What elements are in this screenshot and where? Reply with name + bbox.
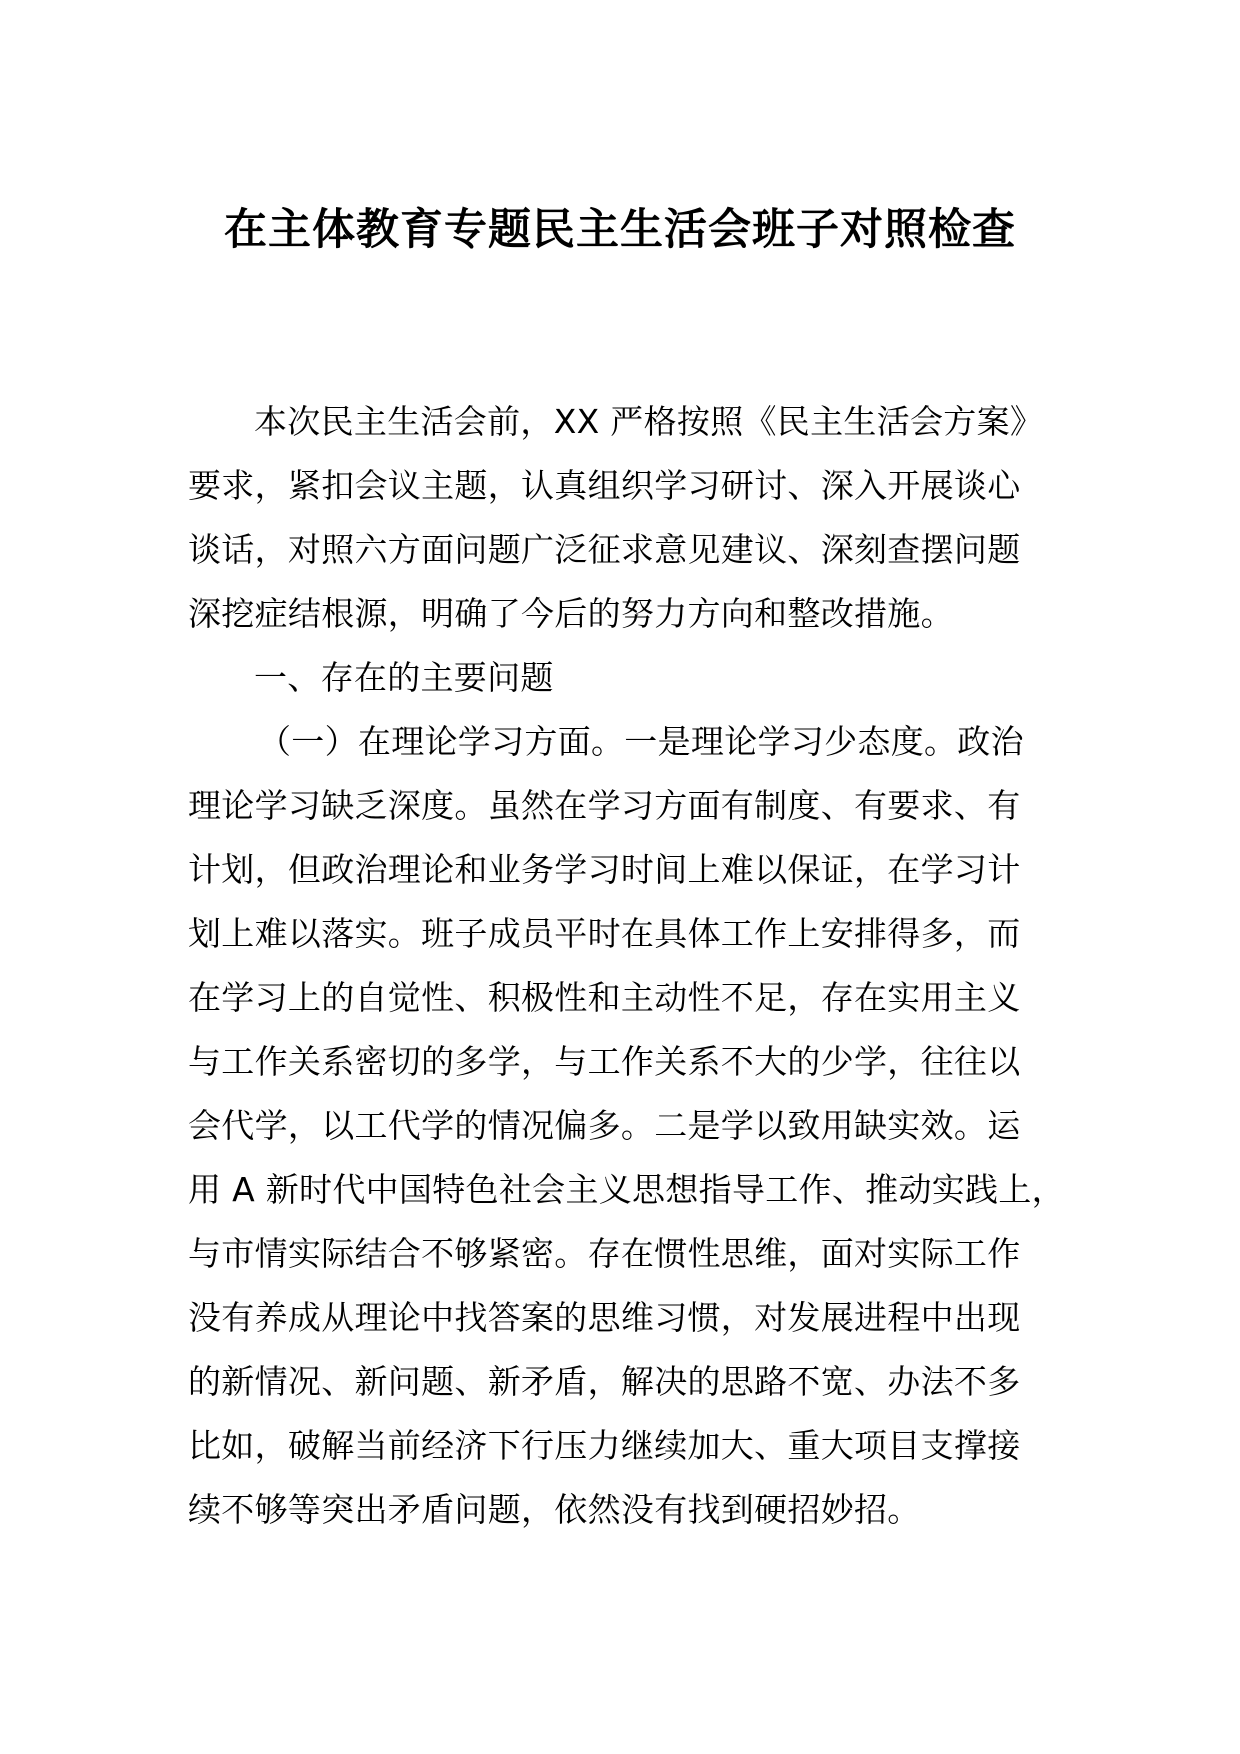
paragraph-line: 用 A 新时代中国特色社会主义思想指导工作、推动实践上，: [188, 1170, 1065, 1209]
paragraph-line: 在学习上的自觉性、积极性和主动性不足，存在实用主义: [188, 978, 1021, 1017]
paragraph-line: 比如，破解当前经济下行压力继续加大、重大项目支撑接: [188, 1426, 1021, 1465]
document-body: [188, 390, 1088, 1542]
paragraph-line: 续不够等突出矛盾问题，依然没有找到硬招妙招。: [188, 1490, 921, 1529]
paragraph-line: 与工作关系密切的多学，与工作关系不大的少学，往往以: [188, 1042, 1021, 1081]
section-heading: 一、存在的主要问题: [254, 658, 554, 697]
document-title: 在主体教育专题民主生活会班子对照检查: [224, 205, 1016, 255]
paragraph-line: 与市情实际结合不够紧密。存在惯性思维，面对实际工作: [188, 1234, 1021, 1273]
paragraph-line: 谈话，对照六方面问题广泛征求意见建议、深刻查摆问题: [188, 530, 1021, 569]
paragraph-line: （一）在理论学习方面。一是理论学习少态度。政治: [258, 722, 1024, 761]
paragraph-line: 的新情况、新问题、新矛盾，解决的思路不宽、办法不多: [188, 1362, 1021, 1401]
paragraph-line: 本次民主生活会前，XX 严格按照《民主生活会方案》: [254, 402, 1044, 441]
paragraph-line: 会代学，以工代学的情况偏多。二是学以致用缺实效。运: [188, 1106, 1021, 1145]
paragraph-line: 理论学习缺乏深度。虽然在学习方面有制度、有要求、有: [188, 786, 1021, 825]
paragraph-line: 没有养成从理论中找答案的思维习惯，对发展进程中出现: [188, 1298, 1021, 1337]
paragraph-line: 要求，紧扣会议主题，认真组织学习研讨、深入开展谈心: [188, 466, 1021, 505]
paragraph-line: 划上难以落实。班子成员平时在具体工作上安排得多，而: [188, 914, 1021, 953]
paragraph-line: 计划，但政治理论和业务学习时间上难以保证，在学习计: [188, 850, 1021, 889]
paragraph-line: 深挖症结根源，明确了今后的努力方向和整改措施。: [188, 594, 954, 633]
